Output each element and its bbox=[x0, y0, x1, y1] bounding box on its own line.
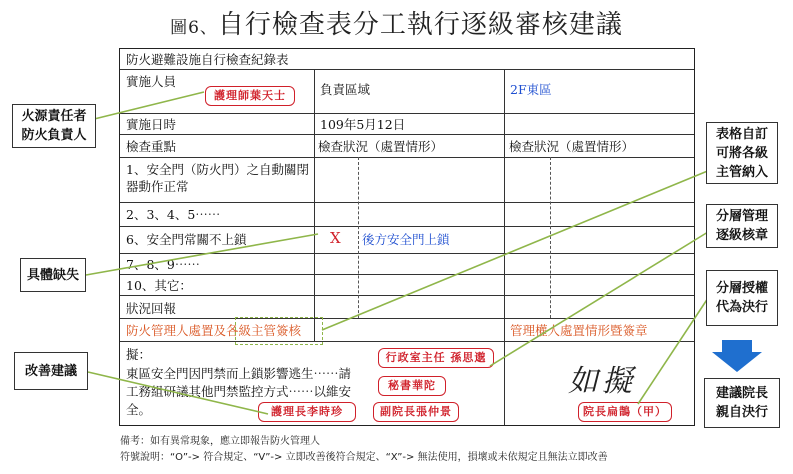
proposal-title: 擬： bbox=[126, 347, 152, 362]
title-main: 自行檢查表分工執行逐級審核建議 bbox=[217, 10, 623, 40]
focus-label: 檢查重點 bbox=[126, 139, 177, 154]
remark-note: 備考：如有異常現象，應立即報告防火管理人 bbox=[120, 436, 320, 447]
item-10: 10、其它： bbox=[126, 278, 192, 293]
item-6: 6、安全門常關不上鎖 bbox=[126, 232, 247, 247]
stamp-vice-director: 副院長張仲景 bbox=[373, 402, 459, 422]
stamp-head-nurse: 護理長李時珍 bbox=[258, 402, 356, 422]
symbol-legend: 符號說明：“O”-> 符合規定、“V”-> 立即改善後符合規定、“X”-> 無法使用，損壞或未依規定且無法立即改善 bbox=[120, 452, 608, 463]
item6-action: 後方安全門上鎖 bbox=[362, 232, 450, 247]
form-header: 防火避難設施自行檢查紀錄表 bbox=[126, 52, 289, 67]
area-value: 2F東區 bbox=[510, 82, 552, 97]
date-value: 109年5月12日 bbox=[320, 117, 406, 132]
item-2: 2、3、4、5⋯⋯ bbox=[126, 207, 221, 222]
handwritten-approval: 如擬 bbox=[568, 364, 636, 399]
stamp-director: 院長扁鵲（甲） bbox=[578, 402, 672, 422]
stamp-secretary: 秘書華陀 bbox=[378, 376, 446, 396]
stamp-admin-director: 行政室主任 孫思邈 bbox=[378, 348, 494, 368]
callout-authorization: 分層授權 代為決行 bbox=[706, 270, 778, 326]
title-prefix: 圖6 bbox=[170, 18, 200, 38]
rights-manager-label: 管理權人處置情形暨簽章 bbox=[510, 323, 648, 338]
implementer-label: 實施人員 bbox=[126, 74, 177, 89]
callout-suggestion: 改善建議 bbox=[14, 352, 88, 390]
down-arrow-icon bbox=[712, 340, 762, 372]
status-report-label: 狀況回報 bbox=[126, 301, 177, 316]
mark-x: X bbox=[330, 229, 341, 247]
status-label-1: 檢查狀況（處置情形） bbox=[318, 139, 444, 154]
status-label-2: 檢查狀況（處置情形） bbox=[509, 139, 635, 154]
area-label: 負責區域 bbox=[320, 82, 371, 97]
date-label: 實施日時 bbox=[126, 117, 177, 132]
callout-custom-form: 表格自訂 可將各級 主管納入 bbox=[706, 122, 778, 184]
stamp-nurse: 護理師葉天士 bbox=[205, 86, 295, 106]
callout-tiered-review: 分層管理 逐級核章 bbox=[706, 204, 778, 248]
callout-defect: 具體缺失 bbox=[20, 258, 86, 292]
callout-director-decide: 建議院長 親自決行 bbox=[704, 378, 780, 428]
title-separator: 、 bbox=[199, 18, 218, 38]
proposal-text: 東區安全門因門禁而上鎖影響逃生⋯⋯請工務組研議其他門禁監控方式⋯⋯以維安全。 bbox=[126, 366, 352, 417]
item-1: 1、安全門（防火門）之自動關閉器動作正常 bbox=[126, 162, 309, 194]
fire-manager-label: 防火管理人處置及各級主管簽核 bbox=[126, 323, 302, 338]
callout-fire-source: 火源責任者 防火負責人 bbox=[12, 104, 96, 148]
item-7: 7、8、9⋯⋯ bbox=[126, 257, 200, 272]
